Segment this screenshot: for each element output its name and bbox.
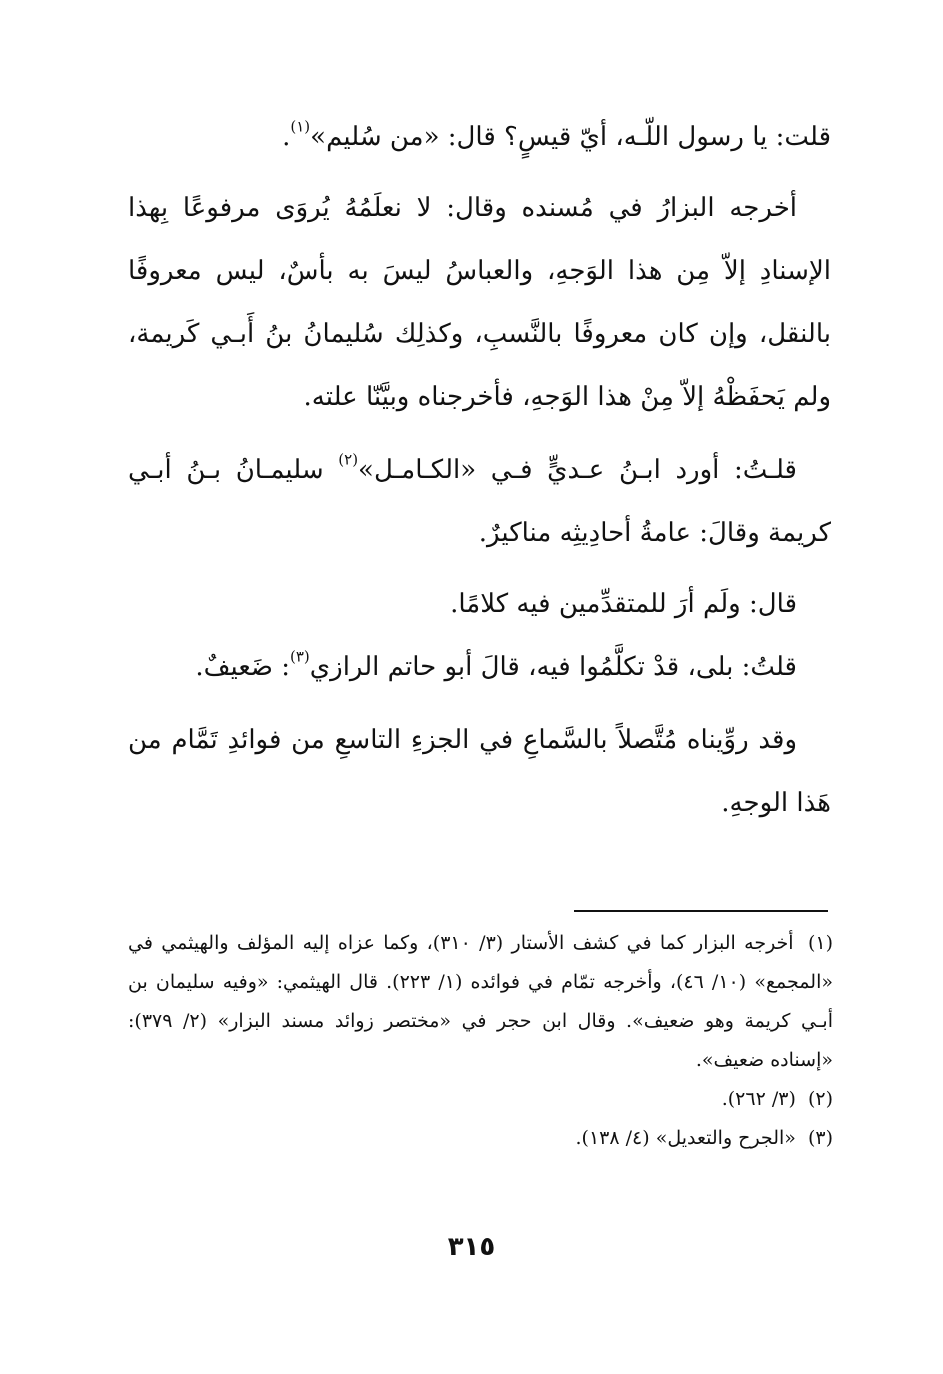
paragraph-question: [128, 106, 831, 169]
paragraph-qala: [128, 573, 831, 636]
paragraph-text-end: سليمـانُ بـنُ أبـي كريمة وقالَ: عامةُ أحادِيثِه مناكيرٌ.: [128, 455, 831, 548]
footnote-text: (٣/ ٢٦٢).: [721, 1088, 796, 1110]
paragraph-text: قلـتُ: أورد ابـنُ عـديٍّ فـي «الكـامـل»: [358, 455, 797, 485]
paragraph-text: قلت: يا رسول اللّـه، أيّ قيسٍ؟ قال: «من سُليم»: [310, 122, 831, 152]
footnote-ref-3: (٣): [290, 647, 310, 666]
footnotes: [128, 924, 833, 1158]
paragraph-text-end: .: [282, 122, 291, 152]
paragraph-bazzar: [128, 177, 831, 429]
footnote-3: [128, 1119, 833, 1158]
footnote-number: (١): [807, 932, 833, 954]
main-text: [128, 106, 831, 835]
footnote-2: [128, 1080, 833, 1119]
footnote-1: [128, 924, 833, 1080]
paragraph-text-end: : ضَعيفٌ.: [195, 652, 290, 682]
paragraph-tammam: [128, 709, 831, 835]
paragraph-ibn-adi: [128, 439, 831, 565]
footnote-number: (٣): [807, 1127, 833, 1149]
footnote-text: «الجرح والتعديل» (٤/ ١٣٨).: [575, 1127, 796, 1149]
paragraph-text: أخرجه البزارُ في مُسنده وقال: لا نعلَمُهُ يُروَى مرفوعًا بِهذا الإسنادِ إلاّ مِن هذا الوَجهِ، والعباسُ ليسَ به بأسٌ، ليس معروفًا بالنقل، وإن كان معروفًا بالنَّسبِ، وكذلِك سُليمانُ بنُ أَبـي كَريمة، ولم يَحفَظْهُ إلاّ مِنْ هذا الوَجهِ، فأخرجناه وبيَّنّا علته.: [128, 193, 831, 412]
footnote-ref-1: (١): [290, 117, 311, 136]
paragraph-text: قال: ولَم أرَ للمتقدِّمين فيه كلامًا.: [450, 589, 797, 619]
footnote-ref-2: (٢): [338, 450, 359, 469]
footnote-text: أخرجه البزار كما في كشف الأستار (٣/ ٣١٠)، وكما عزاه إليه المؤلف والهيثمي في «المجمع» (١٠/ ٤٦)، وأخرجه تمّام في فوائده (١/ ٢٢٣). قال الهيثمي: «وفيه سليمان بن أبـي كريمة وهو ضعيف». وقال ابن حجر في «مختصر زوائد مسند البزار» (٢/ ٣٧٩): «إسناده ضعيف».: [128, 932, 833, 1071]
paragraph-text: وقد روِّيناه مُتَّصلاً بالسَّماعِ في الجزءِ التاسعِ من فوائدِ تَمَّام من هَذا الوجهِ.: [128, 725, 831, 818]
paragraph-abu-hatim: [128, 636, 831, 699]
footnote-number: (٢): [807, 1088, 833, 1110]
page-number: ٣١٥: [447, 1232, 496, 1262]
paragraph-text: قلتُ: بلى، قدْ تكلَّمُوا فيه، قالَ أبو حاتم الرازي: [309, 652, 797, 682]
footnote-divider: [574, 910, 828, 912]
